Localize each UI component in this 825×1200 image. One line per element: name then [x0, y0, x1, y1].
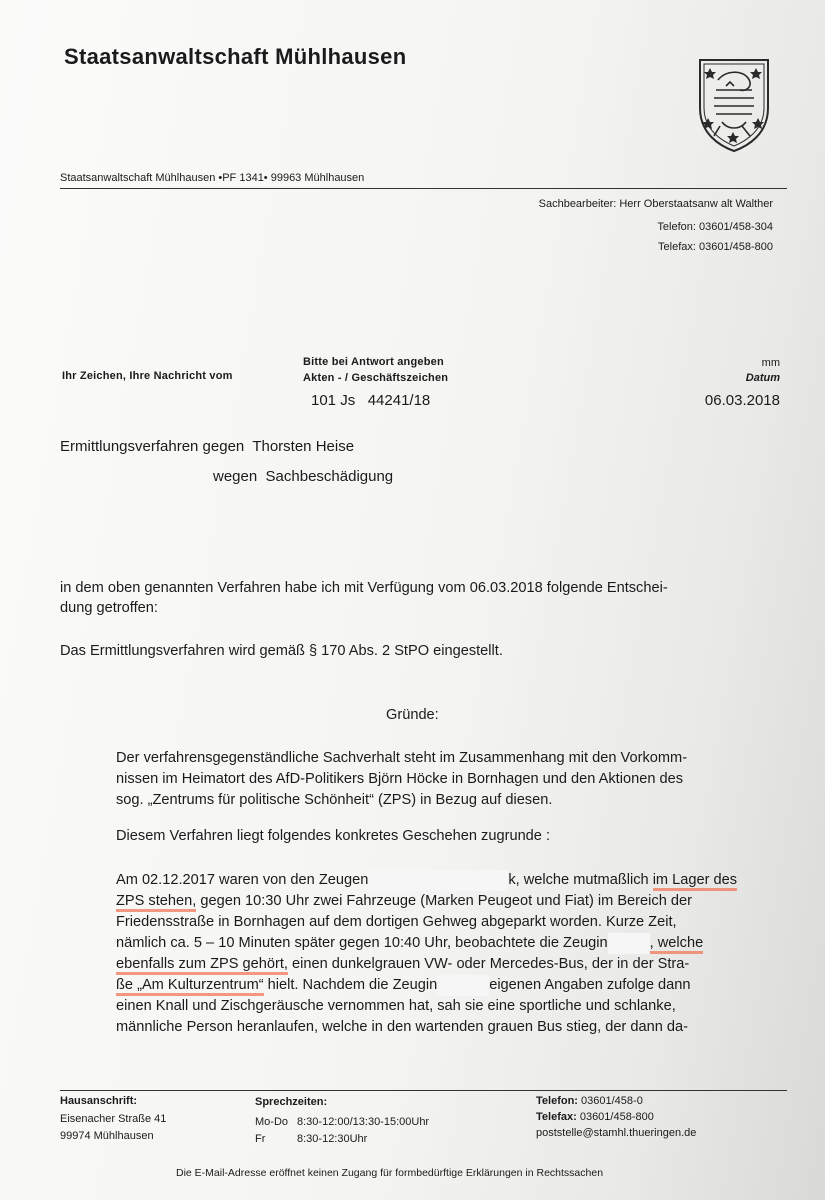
footer-address-city: 99974 Mühlhausen [60, 1130, 154, 1142]
intro-line-1: in dem oben genannten Verfahren habe ich mit Verfügung vom 06.03.2018 folgende Entschei- [60, 580, 668, 596]
header-divider [60, 188, 787, 189]
clerk-name: Sachbearbeiter: Herr Oberstaatsanw alt Walther [538, 198, 773, 210]
please-cite-label: Bitte bei Antwort angeben [303, 356, 444, 368]
file-reference-label: Akten - / Geschäftszeichen [303, 372, 449, 384]
highlighted-text: ße „Am Kulturzentrum“ [116, 977, 264, 996]
footer-hours-days-2: Fr [255, 1133, 266, 1145]
reasons-heading: Gründe: [386, 707, 439, 723]
footer-hours-days-1: Mo-Do [255, 1116, 289, 1128]
coat-of-arms-icon [696, 56, 772, 154]
redaction [437, 975, 489, 996]
para3-line2: ZPS stehen, gegen 10:30 Uhr zwei Fahrzeuge (Marken Peugeot und Fiat) im Bereich der [116, 891, 692, 912]
subject-line: Ermittlungsverfahren gegen Thorsten Heise [60, 438, 355, 455]
footer-hours-label: Sprechzeiten: [255, 1096, 328, 1108]
para2-text: Diesem Verfahren liegt folgendes konkretes Geschehen zugrunde : [116, 828, 551, 844]
highlighted-text: im Lager des [653, 872, 737, 891]
para3-line1: Am 02.12.2017 waren von den Zeugen k, welche mutmaßlich im Lager des [116, 870, 737, 891]
footer-email: poststelle@stamhl.thueringen.de [536, 1127, 697, 1139]
para1-line1: Der verfahrensgegenständliche Sachverhalt steht im Zusammenhang mit den Vorkomm- [116, 750, 688, 766]
email-disclaimer: Die E-Mail-Adresse eröffnet keinen Zugang für formbedürftige Erklärungen in Rechtssachen [176, 1167, 604, 1179]
clerk-phone: Telefon: 03601/458-304 [657, 221, 773, 233]
para1-line2: nissen im Heimatort des AfD-Politikers Björn Höcke in Bornhagen und den Aktionen des [116, 771, 684, 787]
redaction [608, 933, 650, 954]
highlighted-text: , welche [650, 935, 704, 954]
para3-line3: Friedensstraße in Bornhagen auf dem dortigen Gehweg abgeparkt worden. Kurze Zeit, [116, 914, 677, 930]
para3-line5: ebenfalls zum ZPS gehört, einen dunkelgrauen VW- oder Mercedes-Bus, der in der Stra- [116, 954, 689, 975]
para3-line6: ße „Am Kulturzentrum“ hielt. Nachdem die Zeugin eigenen Angaben zufolge dann [116, 975, 690, 996]
para3-line8: männliche Person heranlaufen, welche in den wartenden grauen Bus stieg, der dann da- [116, 1019, 688, 1035]
footer-divider [60, 1090, 787, 1091]
footer-hours-time-2: 8:30-12:30Uhr [297, 1133, 368, 1145]
para3-line7: einen Knall und Zischgeräusche vernommen hat, sah sie eine sportliche und schlanke, [116, 998, 676, 1014]
return-address: Staatsanwaltschaft Mühlhausen •PF 1341• 99963 Mühlhausen [60, 172, 365, 184]
para1-line3: sog. „Zentrums für politische Schönheit“ (ZPS) in Bezug auf diesen. [116, 792, 553, 808]
highlighted-text: ebenfalls zum ZPS gehört, [116, 956, 288, 975]
redaction [368, 870, 508, 891]
subject-charge: wegen Sachbeschädigung [213, 468, 394, 485]
footer-address-label: Hausanschrift: [60, 1095, 138, 1107]
highlighted-text: ZPS stehen, [116, 893, 196, 912]
para3-line4: nämlich ca. 5 – 10 Minuten später gegen 10:40 Uhr, beobachtete die Zeugin , welche [116, 933, 703, 954]
date-label: Datum [745, 372, 780, 384]
authority-name: Staatsanwaltschaft Mühlhausen [64, 44, 407, 69]
letter-date: 06.03.2018 [704, 392, 780, 409]
footer-phone: Telefon: 03601/458-0 [536, 1095, 643, 1107]
footer-fax: Telefax: 03601/458-800 [536, 1111, 654, 1123]
file-reference: 101 Js 44241/18 [311, 392, 431, 409]
footer-address-street: Eisenacher Straße 41 [60, 1113, 167, 1125]
intro-line-2: dung getroffen: [60, 600, 158, 616]
decision-text: Das Ermittlungsverfahren wird gemäß § 170 Abs. 2 StPO eingestellt. [60, 643, 503, 659]
clerk-fax: Telefax: 03601/458-800 [658, 241, 773, 253]
initials: mm [761, 357, 780, 369]
your-reference-label: Ihr Zeichen, Ihre Nachricht vom [62, 370, 233, 382]
footer-hours-time-1: 8:30-12:00/13:30-15:00Uhr [297, 1116, 430, 1128]
